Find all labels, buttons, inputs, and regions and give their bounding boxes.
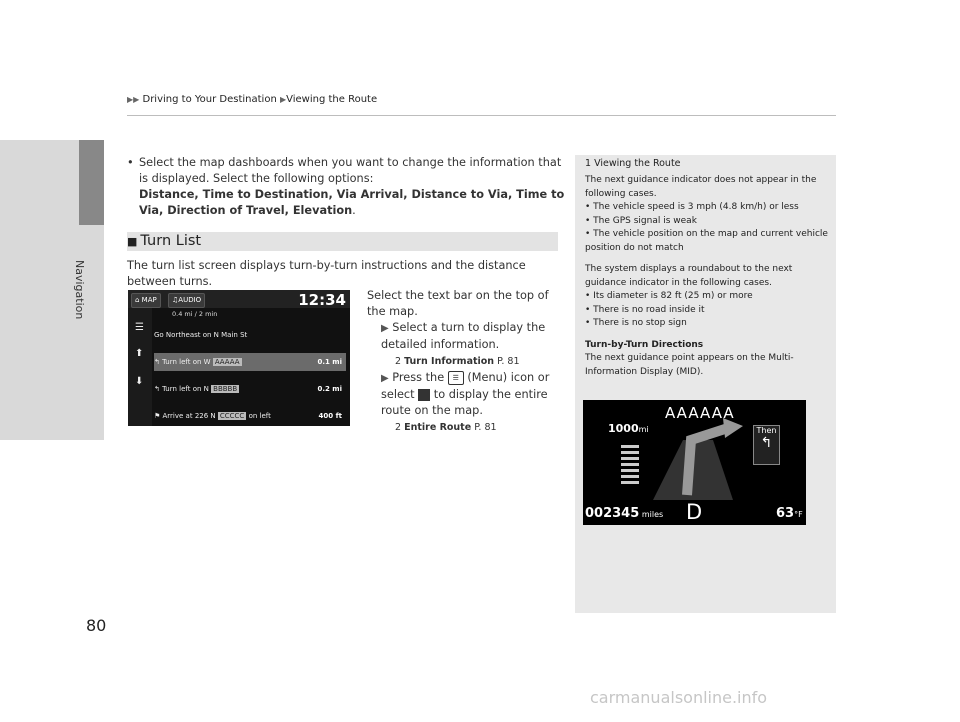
- watermark: carmanualsonline.info: [590, 688, 768, 707]
- step-2: ▶ Select a turn to display the detailed information.: [381, 321, 546, 351]
- screen-turn-row: ⚑ Arrive at 226 N CCCCC on left 400 ft: [154, 412, 342, 420]
- mid-gear: D: [686, 500, 703, 524]
- breadcrumb-item: Driving to Your Destination: [142, 94, 277, 105]
- screen-turn-row: ↰ Turn left on N BBBBB 0.2 mi: [154, 385, 342, 393]
- section-heading: ■ Turn List: [127, 232, 558, 251]
- screen-header-row: Go Northeast on N Main St: [154, 331, 248, 339]
- turn-list-description: The turn list screen displays turn-by-turn instructions and the distance between turns.: [127, 259, 526, 288]
- ref-turn-info: 2 Turn Information P. 81: [395, 356, 520, 367]
- screen-turn-row: ↰ Turn left on W AAAAA 0.1 mi: [154, 353, 346, 371]
- clock: 12:34: [298, 291, 346, 309]
- steps: [367, 288, 567, 436]
- mid-then-box: Then ↰: [753, 425, 780, 465]
- bullet-options: Distance, Time to Destination, Via Arrival, Distance to Via, Time to Via, Direction of Travel, Elevation: [139, 188, 565, 217]
- eta-text: 0.4 mi / 2 min: [172, 310, 218, 318]
- menu-icon: ☰: [448, 371, 464, 385]
- mid-odometer: 002345 miles: [585, 506, 664, 521]
- side-tab-marker: [79, 140, 104, 225]
- list-icon: [418, 389, 430, 401]
- header-rule: [127, 115, 836, 116]
- mid-distance: 1000mi: [608, 422, 649, 435]
- mid-street-name: AAAAAA: [665, 404, 735, 422]
- nav-screen-image: [128, 290, 350, 426]
- side-label: Navigation: [73, 260, 86, 320]
- mid-display-image: [583, 400, 806, 525]
- breadcrumb: ▶▶ Driving to Your Destination ▶Viewing the Route: [127, 94, 378, 105]
- audio-button: ♫AUDIO: [168, 293, 205, 308]
- menu-icon: ☰: [135, 322, 144, 333]
- mid-temperature: 63°F: [776, 506, 803, 521]
- note-title: 1 Viewing the Route: [585, 158, 681, 169]
- step-1: Select the text bar on the top of the map.: [367, 289, 549, 318]
- ref-entire-route: 2 Entire Route P. 81: [395, 422, 497, 433]
- screen-topbar: [128, 290, 350, 308]
- screen-left-controls: [128, 308, 152, 426]
- note-body: The next guidance indicator does not appear in the following cases. • The vehicle speed is 3 mph (4.8 km/h) or less • The GPS signal is weak • The vehicle position on the map and current vehicle position do not match The system displays a roundabout to the next guidance indicator in the following cases. • Its diameter is 82 ft (25 m) or more • There is no road inside it • There is no stop sign Turn-by-Turn Directions The next guidance point appears on the Multi-Information Display (MID).: [585, 175, 828, 377]
- bullet-text: Select the map dashboards when you want to change the information that is displayed. Select the following options:: [139, 156, 562, 185]
- page-number: 80: [86, 616, 107, 635]
- map-button: ⌂ MAP: [131, 293, 161, 308]
- step-3: ▶ Press the ☰ (Menu) icon or select to display the entire route on the map.: [381, 371, 550, 417]
- breadcrumb-item: Viewing the Route: [286, 94, 378, 105]
- scroll-up-icon: ⬆: [135, 348, 144, 359]
- bullet-section: • Select the map dashboards when you want to change the information that is displayed. Select the following options: Distance, Time to Destination, Via Arrival, Distance to Via, Time to Via, Direction of Travel, Elevation.: [127, 156, 565, 217]
- scroll-down-icon: ⬇: [135, 376, 144, 387]
